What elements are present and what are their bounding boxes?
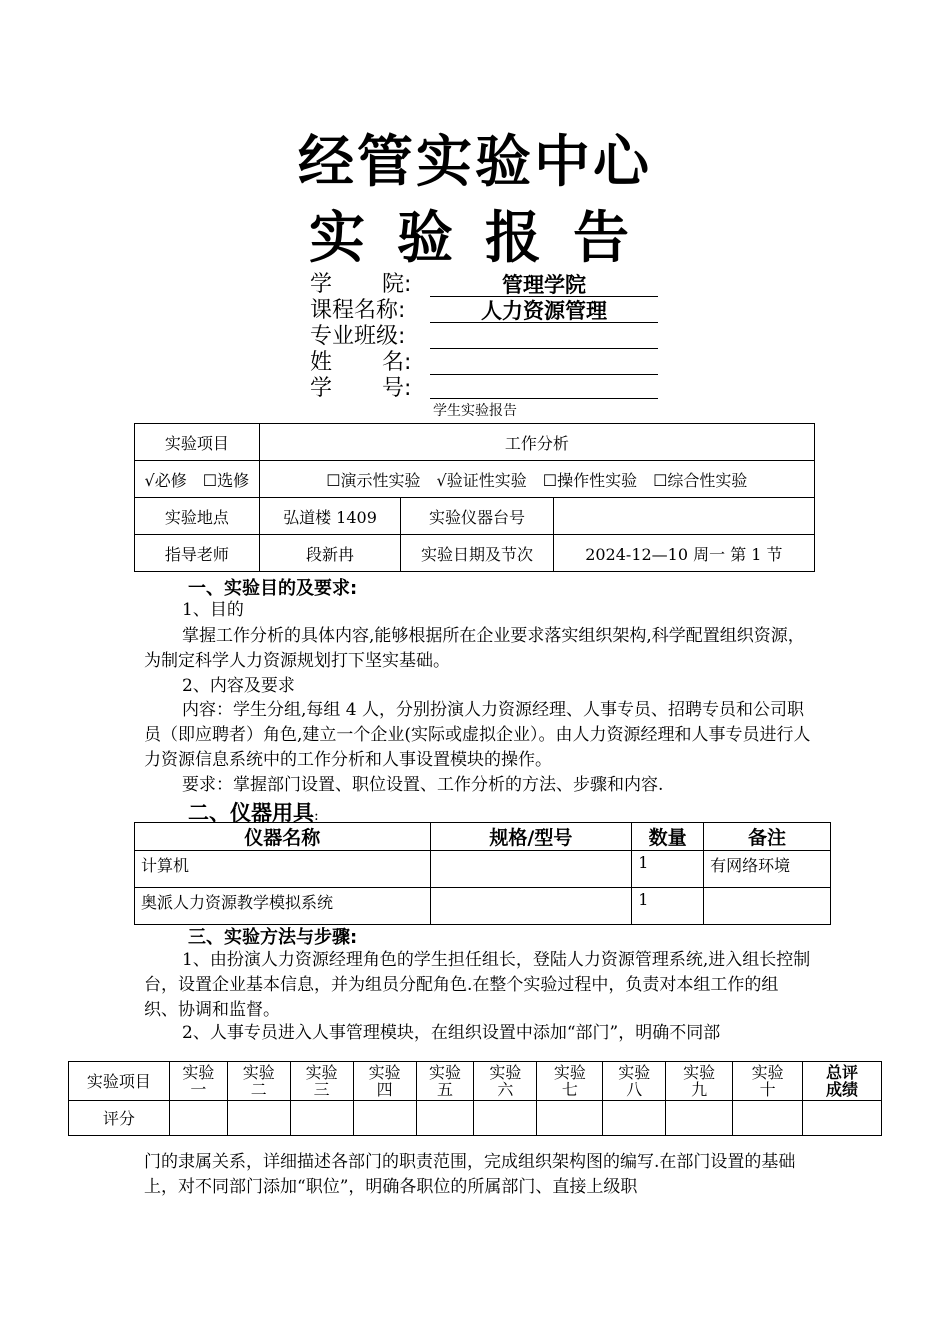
student-id-label: 学 号: [310, 376, 412, 401]
project-label: 实验项目 [135, 424, 260, 461]
score-cell [416, 1101, 474, 1136]
score-col-header: 实验 四 [353, 1062, 416, 1101]
table-row [135, 851, 831, 888]
class-label: 专业班级: [310, 324, 406, 349]
section2-heading: 二、仪器用具: [188, 801, 319, 825]
score-cell [169, 1101, 227, 1136]
teacher-label: 指导老师 [135, 535, 260, 572]
section3-heading: 三、实验方法与步骤: [188, 927, 358, 948]
cell [704, 888, 831, 925]
date-value: 2024-12—10 周一 第 1 节 [553, 535, 814, 572]
col-header-name: 仪器名称 [135, 823, 431, 851]
table-row [135, 888, 831, 925]
project-table [134, 423, 815, 572]
cell: 计算机 [135, 851, 431, 888]
cell [430, 888, 632, 925]
requirement-text: 要求：掌握部门设置、职位设置、工作分析的方法、步骤和内容. [182, 775, 664, 795]
score-cell [353, 1101, 416, 1136]
score-col-header: 实验 二 [227, 1062, 290, 1101]
score-col-header: 实验 七 [537, 1062, 603, 1101]
score-table [68, 1061, 882, 1136]
experiment-type-options: ☐演示性实验 √验证性实验 ☐操作性实验 ☐综合性实验 [259, 461, 814, 498]
location-value: 弘道楼 1409 [259, 498, 401, 535]
score-cell [290, 1101, 353, 1136]
step1-text: 1、由扮演人力资源经理角色的学生担任组长，登陆人力资源管理系统,进入组长控制台，设置企业基本信息，并为组员分配角色.在整个实验过程中，负责对本组工作的组织、协调和监督。 [144, 950, 811, 1020]
score-col-header: 实验 十 [733, 1062, 803, 1101]
teacher-value: 段新冉 [259, 535, 401, 572]
score-col-header: 实验 六 [474, 1062, 537, 1101]
step2-text-start: 2、人事专员进入人事管理模块，在组织设置中添加“部门”，明确不同部 [182, 1023, 721, 1043]
score-cell [537, 1101, 603, 1136]
college-field: 管理学院 [430, 274, 658, 297]
cell: 1 [632, 888, 704, 925]
device-label: 实验仪器台号 [401, 498, 553, 535]
cell: 1 [632, 851, 704, 888]
content-subheading: 2、内容及要求 [182, 676, 295, 696]
score-cell [227, 1101, 290, 1136]
report-title: 实验报告 [309, 206, 661, 271]
col-header-spec: 规格/型号 [430, 823, 632, 851]
score-cell [666, 1101, 733, 1136]
total-score-header: 总评 成绩 [803, 1062, 882, 1101]
score-col-header: 实验 三 [290, 1062, 353, 1101]
date-label: 实验日期及节次 [401, 535, 553, 572]
college-label: 学 院: [310, 272, 412, 297]
purpose-subheading: 1、目的 [182, 600, 244, 620]
course-type: √必修 ☐选修 [135, 461, 260, 498]
purpose-text: 掌握工作分析的具体内容,能够根据所在企业要求落实组织架构,科学配置组织资源，为制定科学人力资源规划打下坚实基础。 [144, 626, 805, 671]
course-label: 课程名称: [310, 298, 406, 323]
score-cell [474, 1101, 537, 1136]
total-score-cell [803, 1101, 882, 1136]
section1-heading: 一、实验目的及要求: [188, 578, 358, 599]
content-text: 内容：学生分组,每组 4 人，分别扮演人力资源经理、人事专员、招聘专员和公司职员（即应聘者）角色,建立一个企业(实际或虚拟企业）。由人力资源经理和人事专员进行人力资源信息系统中的工作分析和人事设置模块的操作。 [144, 700, 811, 770]
score-col-header: 实验 五 [416, 1062, 474, 1101]
score-col-header: 实验 八 [603, 1062, 666, 1101]
score-cell [603, 1101, 666, 1136]
student-id-field [430, 376, 658, 399]
cell: 奥派人力资源教学模拟系统 [135, 888, 431, 925]
col-header-note: 备注 [704, 823, 831, 851]
name-label: 姓 名: [310, 350, 412, 375]
cell [430, 851, 632, 888]
score-col-header: 实验 一 [169, 1062, 227, 1101]
score-cell [733, 1101, 803, 1136]
class-field [430, 326, 658, 349]
score-col-header: 实验 九 [666, 1062, 733, 1101]
equipment-table [134, 822, 831, 925]
name-field [430, 352, 658, 375]
table-caption: 学生实验报告 [433, 403, 517, 419]
device-value [553, 498, 814, 535]
col-header-qty: 数量 [632, 823, 704, 851]
course-field: 人力资源管理 [430, 300, 658, 323]
score-label: 评分 [69, 1101, 170, 1136]
project-value: 工作分析 [259, 424, 814, 461]
page-title: 经管实验中心 [298, 130, 652, 195]
step2-text-continued: 门的隶属关系，详细描述各部门的职责范围，完成组织架构图的编写.在部门设置的基础上，对不同部门添加“职位”，明确各职位的所属部门、直接上级职 [144, 1152, 796, 1197]
score-row-label: 实验项目 [69, 1062, 170, 1101]
location-label: 实验地点 [135, 498, 260, 535]
cell: 有网络环境 [704, 851, 831, 888]
